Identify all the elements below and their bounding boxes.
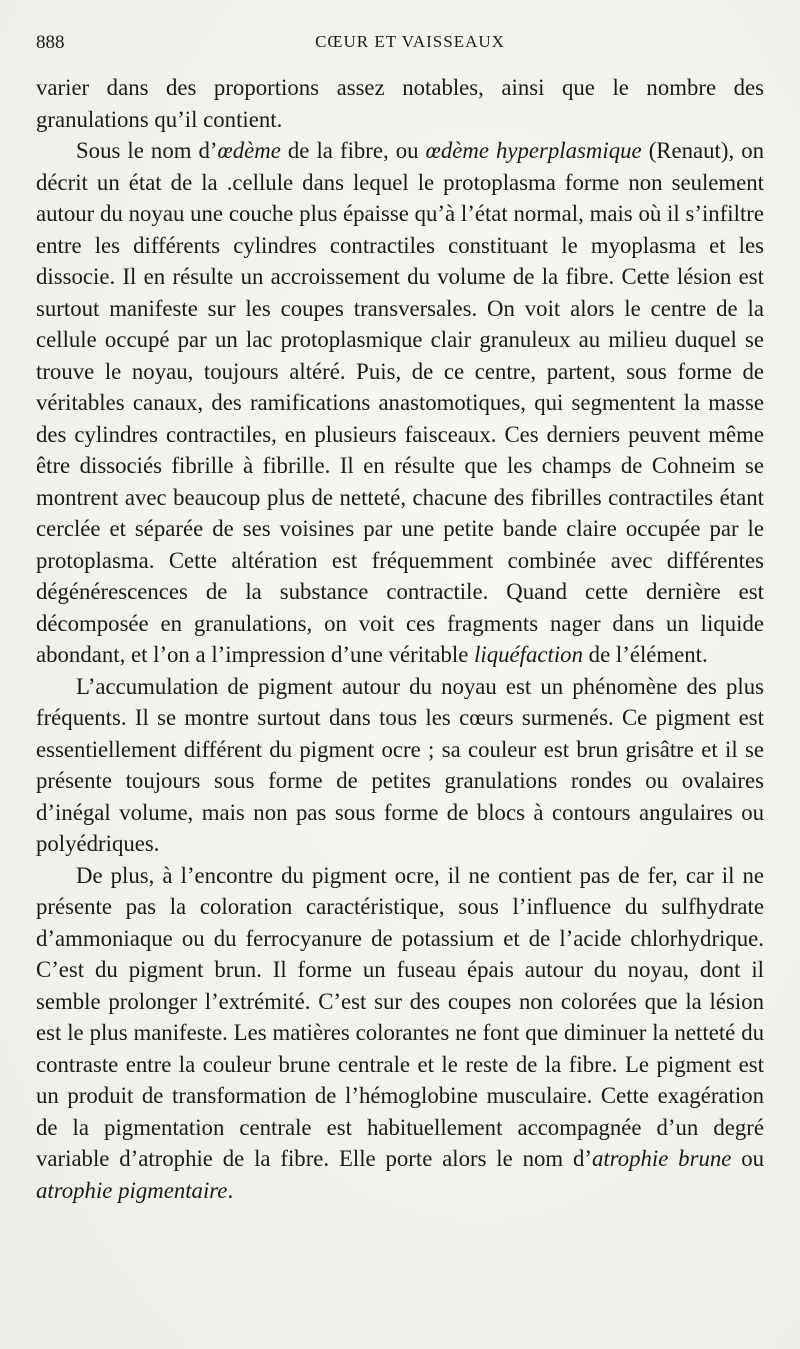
running-head-title: CŒUR ET VAISSEAUX	[315, 32, 505, 51]
italic-text-run: atrophie brune	[591, 1146, 732, 1171]
body-text	[36, 72, 764, 1206]
italic-text-run: œdème	[217, 138, 281, 163]
text-run: Sous le nom d’	[76, 138, 218, 163]
paragraph	[36, 671, 764, 860]
text-run: varier dans des proportions assez notables, ainsi que le nombre des granulations qu’il contient.	[36, 75, 764, 132]
italic-text-run: œdème hyperplasmique	[425, 138, 642, 163]
page-number: 888	[36, 32, 65, 53]
text-run: de l’élément.	[582, 642, 708, 667]
text-run: L’accumulation de pigment autour du noyau est un phénomène des plus fréquents. Il se montre surtout dans tous les cœurs surmenés. Ce pigment est essentiellement différent du pigment ocre ; sa couleur est brun grisâtre et il se présente toujours sous forme de petites granulations rondes ou ovalaires d’inégal volume, mais non pas sous forme de blocs à contours angulaires ou polyédriques.	[36, 673, 764, 856]
paragraph	[36, 135, 764, 671]
text-run: .	[227, 1177, 234, 1203]
text-run: (Renaut), on décrit un état de la .cellule dans lequel le protoplasma forme non seulement autour du noyau une couche plus épaisse qu’à l’état normal, mais où il s’infiltre entre les différents cylindres contractiles constituant le myoplasma et les dissocie. Il en résulte un accroissement du volume de la fibre. Cette lésion est surtout manifeste sur les coupes transversales. On voit alors le centre de la cellule occupé par un lac protoplasmique clair granuleux au milieu duquel se trouve le noyau, toujours altéré. Puis, de ce centre, partent, sous forme de véritables canaux, des ramifications anastomotiques, qui segmentent la masse des cylindres contractiles, en plusieurs faisceaux. Ces derniers peuvent même être dissociés fibrille à fibrille. Il en résulte que les champs de Cohneim se montrent avec beaucoup plus de netteté, chacune des fibrilles contractiles étant cerclée et séparée de ses voisines par une petite bande claire occupée par le protoplasma. Cette altération est fréquemment combinée avec différentes dégénérescences de la substance contractile. Quand cette dernière est décomposée en granulations, on voit ces fragments nager dans un liquide abondant, et l’on a l’impression d’une véritable	[36, 138, 765, 667]
text-run: De plus, à l’encontre du pigment ocre, il ne contient pas de fer, car il ne présente pas la coloration caractéristique, sous l’influence du sulfhydrate d’ammoniaque ou du ferrocyanure de potassium et de l’acide chlorhydrique. C’est du pigment brun. Il forme un fuseau épais autour du noyau, dont il semble prolonger l’extrémité. C’est sur des coupes non colorées que la lésion est le plus manifeste. Les matières colorantes ne font que diminuer la netteté du contraste entre la couleur brune centrale et le reste de la fibre. Le pigment est un produit de transformation de l’hémoglobine musculaire. Cette exagération de la pigmentation centrale est habituellement accompagnée d’un degré variable d’atrophie de la fibre. Elle porte alors le nom d’	[36, 862, 764, 1171]
italic-text-run: liquéfaction	[474, 642, 583, 667]
paragraph	[36, 72, 764, 135]
text-run: de la fibre, ou	[280, 138, 426, 163]
paragraph	[36, 860, 764, 1207]
italic-text-run: atrophie pigmentaire	[36, 1177, 228, 1203]
running-head	[36, 30, 764, 70]
text-run: ou	[731, 1146, 764, 1171]
